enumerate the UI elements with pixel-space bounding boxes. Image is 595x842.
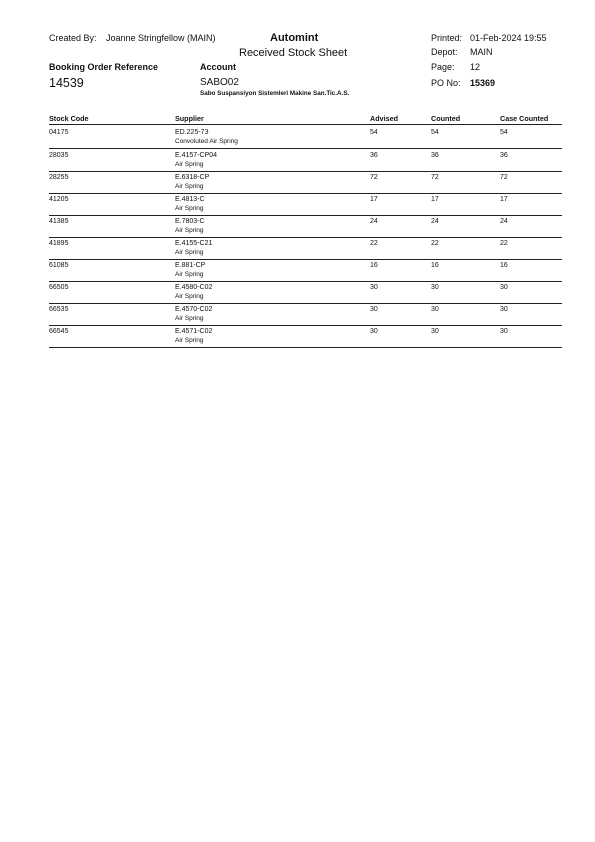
stock-code: 66545: [49, 328, 69, 335]
stock-code: 66535: [49, 306, 69, 313]
case-counted-qty: 17: [500, 196, 508, 203]
counted-qty: 16: [431, 262, 439, 269]
account-value: SABO02: [200, 77, 239, 88]
page-value: 12: [470, 62, 481, 72]
table-row: [49, 324, 562, 348]
item-description: Air Spring: [175, 249, 204, 256]
table-row: [49, 170, 562, 194]
advised-qty: 36: [370, 152, 378, 159]
advised-qty: 24: [370, 218, 378, 225]
supplier-cell: [175, 261, 205, 279]
supplier-code: E.4580-C02: [175, 284, 213, 291]
account-name: Sabo Suspansiyon Sistemleri Makine San.Tic.A.S.: [200, 90, 350, 97]
booking-ref-value: 14539: [49, 76, 84, 90]
item-description: Air Spring: [175, 161, 204, 168]
created-by-label: Created By:: [49, 33, 97, 43]
table-row: [49, 148, 562, 172]
supplier-cell: [175, 327, 212, 345]
supplier-cell: [175, 173, 209, 191]
po-label: PO No:: [431, 78, 461, 88]
counted-qty: 30: [431, 328, 439, 335]
counted-qty: 36: [431, 152, 439, 159]
item-description: Convoluted Air Spring: [175, 138, 238, 145]
advised-qty: 30: [370, 328, 378, 335]
counted-qty: 30: [431, 306, 439, 313]
supplier-code: E.4571-C02: [175, 328, 213, 335]
case-counted-qty: 16: [500, 262, 508, 269]
counted-qty: 24: [431, 218, 439, 225]
supplier-code: E.4570-C02: [175, 306, 213, 313]
depot-label: Depot:: [431, 47, 458, 57]
supplier-cell: [175, 195, 205, 213]
table-row: [49, 258, 562, 282]
table-row: [49, 125, 562, 149]
stock-code: 66505: [49, 284, 69, 291]
case-counted-qty: 30: [500, 328, 508, 335]
table-row: [49, 280, 562, 304]
supplier-cell: [175, 128, 238, 146]
column-header-supplier: Supplier: [175, 114, 204, 123]
advised-qty: 54: [370, 129, 378, 136]
printed-value: 01-Feb-2024 19:55: [470, 33, 547, 43]
counted-qty: 17: [431, 196, 439, 203]
item-description: Air Spring: [175, 293, 204, 300]
account-label: Account: [200, 62, 236, 72]
advised-qty: 30: [370, 284, 378, 291]
stock-code: 41385: [49, 218, 69, 225]
advised-qty: 22: [370, 240, 378, 247]
counted-qty: 30: [431, 284, 439, 291]
page-label: Page:: [431, 62, 455, 72]
supplier-cell: [175, 305, 212, 323]
booking-ref-label: Booking Order Reference: [49, 62, 159, 72]
supplier-code: E.4157-CP04: [175, 152, 218, 159]
item-description: Air Spring: [175, 227, 204, 234]
table-row: [49, 302, 562, 326]
printed-label: Printed:: [431, 33, 463, 43]
advised-qty: 30: [370, 306, 378, 313]
counted-qty: 54: [431, 129, 439, 136]
supplier-code: E.881-CP: [175, 262, 206, 269]
item-description: Air Spring: [175, 271, 204, 278]
advised-qty: 16: [370, 262, 378, 269]
stock-code: 41205: [49, 196, 69, 203]
sheet-title: Received Stock Sheet: [239, 47, 348, 59]
case-counted-qty: 22: [500, 240, 508, 247]
case-counted-qty: 36: [500, 152, 508, 159]
item-description: Air Spring: [175, 205, 204, 212]
case-counted-qty: 30: [500, 284, 508, 291]
counted-qty: 72: [431, 174, 439, 181]
column-header-stock-code: Stock Code: [49, 114, 89, 123]
stock-code: 28255: [49, 174, 69, 181]
item-description: Air Spring: [175, 315, 204, 322]
case-counted-qty: 54: [500, 129, 508, 136]
case-counted-qty: 72: [500, 174, 508, 181]
table-row: [49, 214, 562, 238]
column-header-advised: Advised: [370, 114, 398, 123]
supplier-code: E.7803-C: [175, 218, 205, 225]
po-value: 15369: [470, 78, 496, 88]
table-row: [49, 192, 562, 216]
advised-qty: 17: [370, 196, 378, 203]
company-name: Automint: [270, 32, 319, 44]
case-counted-qty: 24: [500, 218, 508, 225]
created-by-value: Joanne Stringfellow (MAIN): [106, 33, 216, 43]
item-description: Air Spring: [175, 183, 204, 190]
advised-qty: 72: [370, 174, 378, 181]
table-row: [49, 236, 562, 260]
stock-code: 41895: [49, 240, 69, 247]
supplier-code: ED.225-73: [175, 129, 209, 136]
supplier-cell: [175, 217, 205, 235]
item-description: Air Spring: [175, 337, 204, 344]
counted-qty: 22: [431, 240, 439, 247]
stock-code: 28035: [49, 152, 69, 159]
depot-value: MAIN: [470, 47, 493, 57]
supplier-cell: [175, 151, 217, 169]
supplier-code: E.4813-C: [175, 196, 205, 203]
supplier-cell: [175, 239, 212, 257]
column-header-counted: Counted: [431, 114, 461, 123]
supplier-code: E.4155-C21: [175, 240, 213, 247]
stock-code: 04175: [49, 129, 69, 136]
supplier-code: E.6318-CP: [175, 174, 210, 181]
supplier-cell: [175, 283, 212, 301]
case-counted-qty: 30: [500, 306, 508, 313]
column-header-case-counted: Case Counted: [500, 114, 549, 123]
stock-code: 61085: [49, 262, 69, 269]
